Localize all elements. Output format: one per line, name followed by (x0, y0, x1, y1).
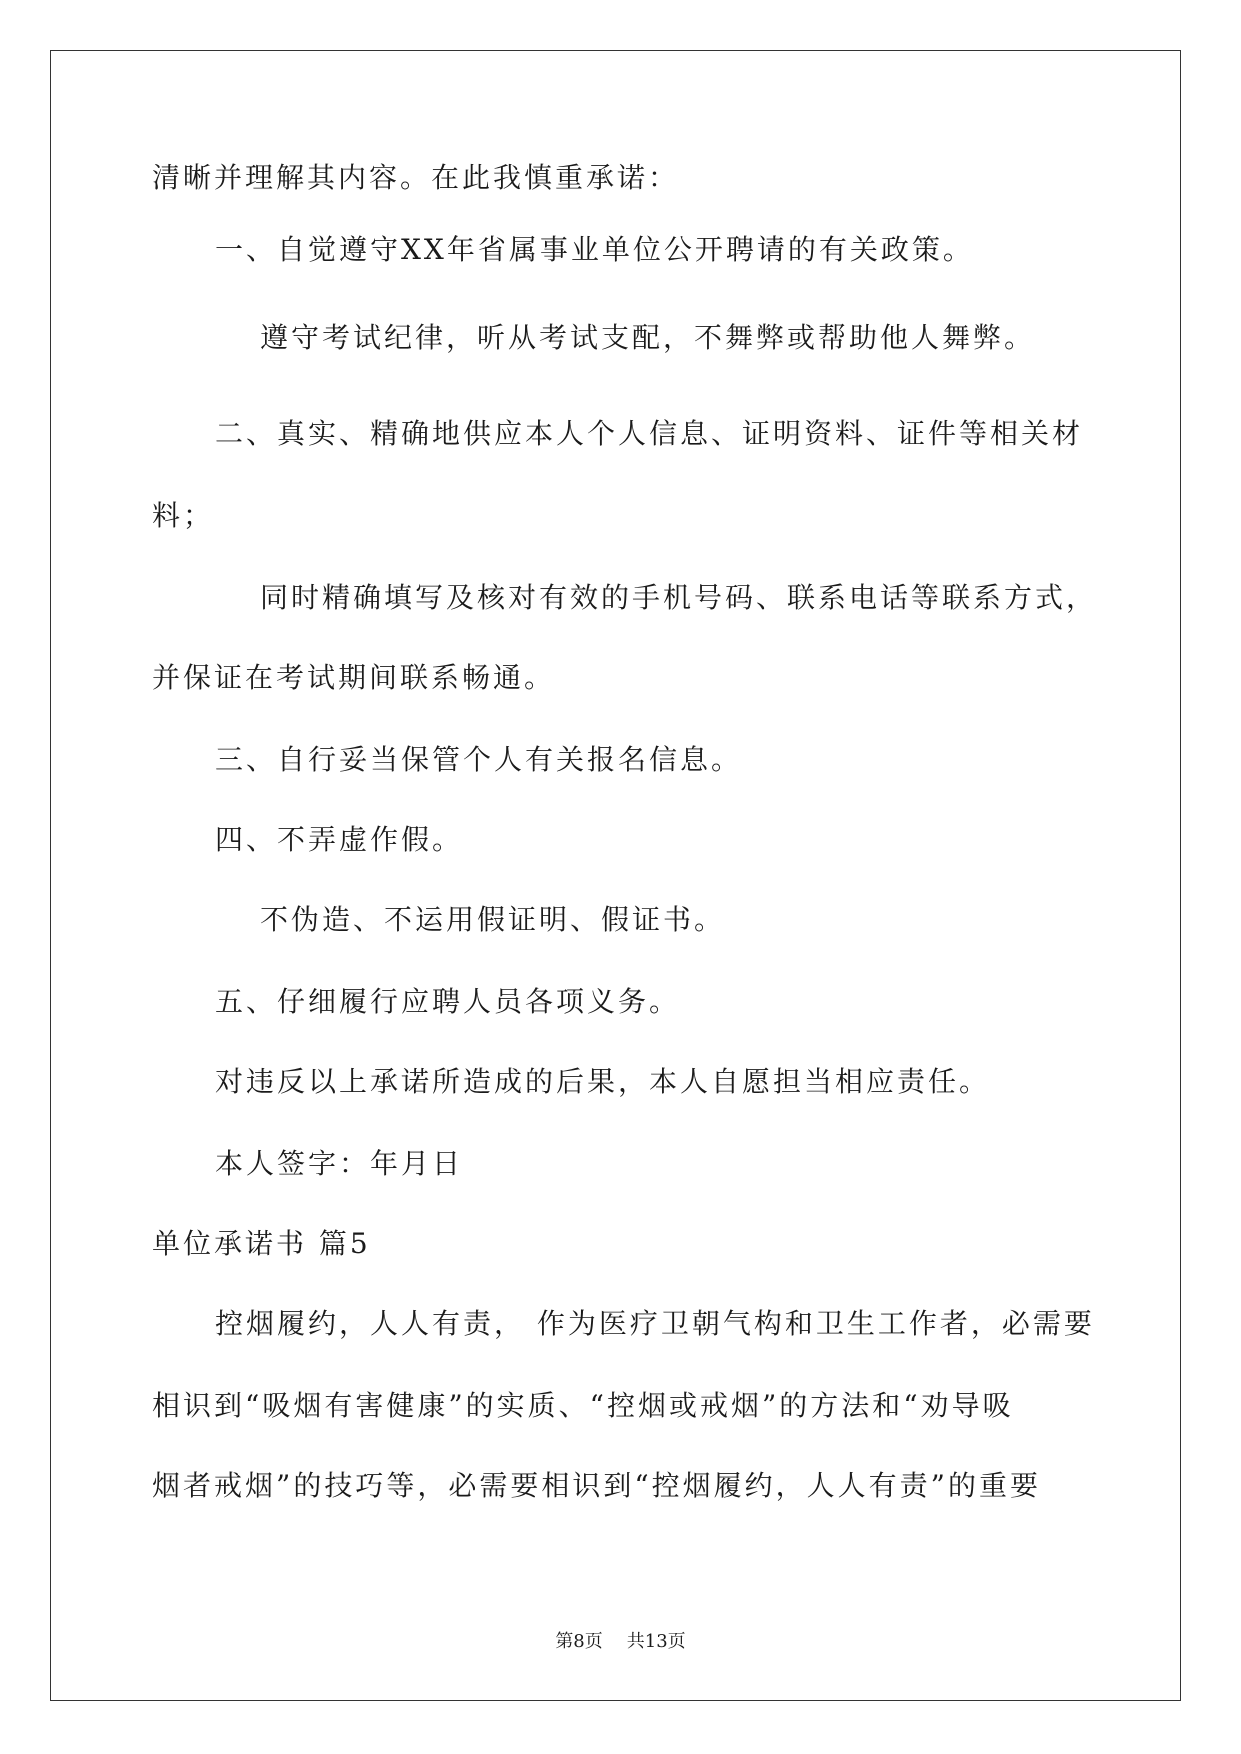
text-line: 清晰并理解其内容。在此我慎重承诺： (152, 161, 680, 194)
text-line: 遵守考试纪律，听从考试支配，不舞弊或帮助他人舞弊。 (260, 321, 1036, 354)
text-line: 烟者戒烟”的技巧等，必需要相识到“控烟履约，人人有责”的重要 (152, 1469, 1041, 1502)
page-number: 第8页 (555, 1631, 603, 1652)
text-line: 一、自觉遵守XX年省属事业单位公开聘请的有关政策。 (215, 233, 974, 266)
text-line: 料； (152, 499, 215, 532)
text-line: 并保证在考试期间联系畅通。 (152, 661, 556, 694)
text-line: 不伪造、不运用假证明、假证书。 (260, 903, 726, 936)
text-line: 二、真实、精确地供应本人个人信息、证明资料、证件等相关材 (215, 417, 1084, 450)
text-line: 三、自行妥当保管个人有关报名信息。 (215, 743, 743, 776)
text-line: 相识到“吸烟有害健康”的实质、“控烟或戒烟”的方法和“劝导吸 (152, 1389, 1014, 1422)
page-footer (0, 1630, 1241, 1654)
text-line: 五、仔细履行应聘人员各项义务。 (215, 985, 681, 1018)
signature-line: 本人签字：年月日 (215, 1147, 464, 1180)
text-line: 同时精确填写及核对有效的手机号码、联系电话等联系方式， (260, 581, 1098, 614)
page-total: 共13页 (626, 1631, 686, 1652)
section-heading: 单位承诺书 篇5 (152, 1227, 371, 1260)
text-line: 四、不弄虚作假。 (215, 823, 464, 856)
text-line: 控烟履约，人人有责， 作为医疗卫朝气构和卫生工作者，必需要 (215, 1307, 1095, 1340)
text-line: 对违反以上承诺所造成的后果，本人自愿担当相应责任。 (215, 1065, 991, 1098)
page-border (50, 50, 1181, 1701)
